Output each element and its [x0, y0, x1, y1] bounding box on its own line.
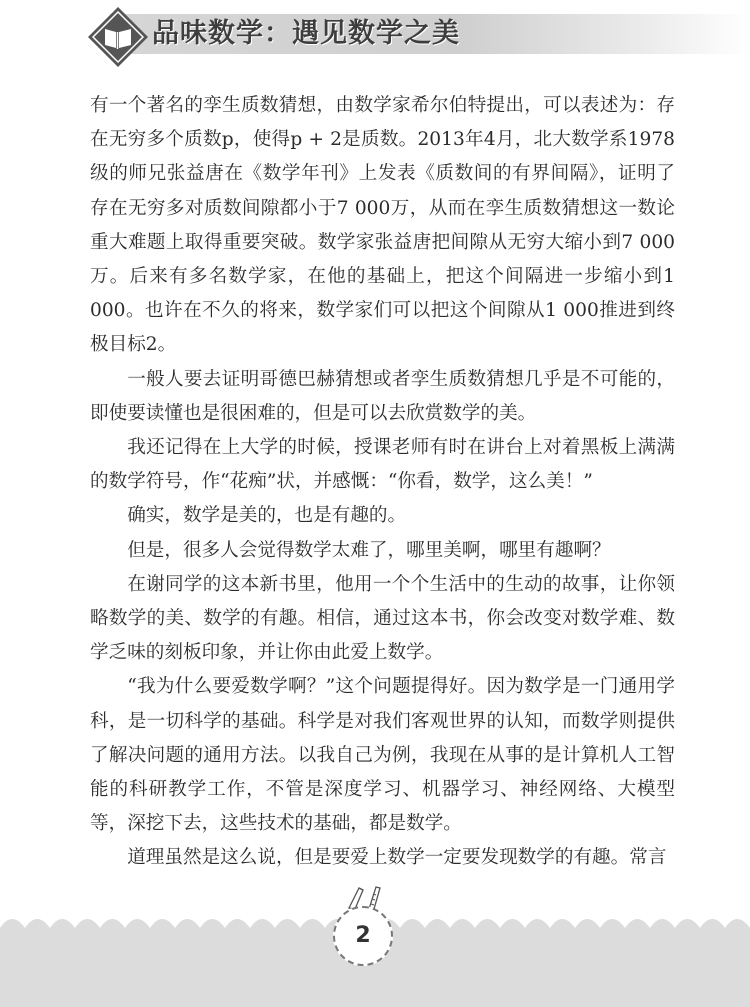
paragraph-3: 我还记得在上大学的时候，授课老师有时在讲台上对着黑板上满满的数学符号，作“花痴”状，并感慨：“你看，数学，这么美！”: [90, 437, 675, 493]
paragraph-7: “我为什么要爱数学啊？”这个问题提得好。因为数学是一门通用学科，是一切科学的基础。科学是对我们客观世界的认知，而数学则提供了解决问题的通用方法。以我自己为例，我现在从事的是计算机人工智能的科研教学工作，不管是深度学习、机器学习、神经网络、大模型等，深挖下去，这些技术的基础，都是数学。: [90, 676, 675, 835]
paragraph-6: 在谢同学的这本新书里，他用一个个生活中的生动的故事，让你领略数学的美、数学的有趣。相信，通过这本书，你会改变对数学难、数学乏味的刻板印象，并让你由此爱上数学。: [90, 573, 675, 664]
body-text: [90, 89, 675, 876]
paragraph-2: 一般人要去证明哥德巴赫猜想或者孪生质数猜想几乎是不可能的，即使要读懂也是很困难的，但是可以去欣赏数学的美。: [90, 368, 675, 424]
page-header: [0, 0, 750, 72]
paragraph-8: 道理虽然是这么说，但是要爱上数学一定要发现数学的有趣。常言: [127, 847, 667, 869]
book-diamond-icon: [86, 5, 150, 69]
paragraph-5: 但是，很多人会觉得数学太难了，哪里美啊，哪里有趣啊？: [127, 539, 611, 561]
page-header-title: 品味数学：遇见数学之美: [152, 18, 460, 49]
page-number: 2: [355, 923, 371, 948]
paragraph-4: 确实，数学是美的，也是有趣的。: [127, 505, 407, 527]
paragraph-1: 有一个著名的孪生质数猜想，由数学家希尔伯特提出，可以表述为：存在无穷多个质数p，使得p + 2是质数。2013年4月，北大数学系1978级的师兄张益唐在《数学年刊》上发表《质数间的有界间隔》，证明了存在无穷多对质数间隙都小于7 000万，从而在孪生质数猜想这一数论重大难题上取得重要突破。数学家张益唐把间隙从无穷大缩小到7 000万。后来有多名数学家，在他的基础上，把这个间隔进一步缩小到1 000。也许在不久的将来，数学家们可以把这个间隙从1 000推进到终极目标2。: [90, 95, 675, 356]
